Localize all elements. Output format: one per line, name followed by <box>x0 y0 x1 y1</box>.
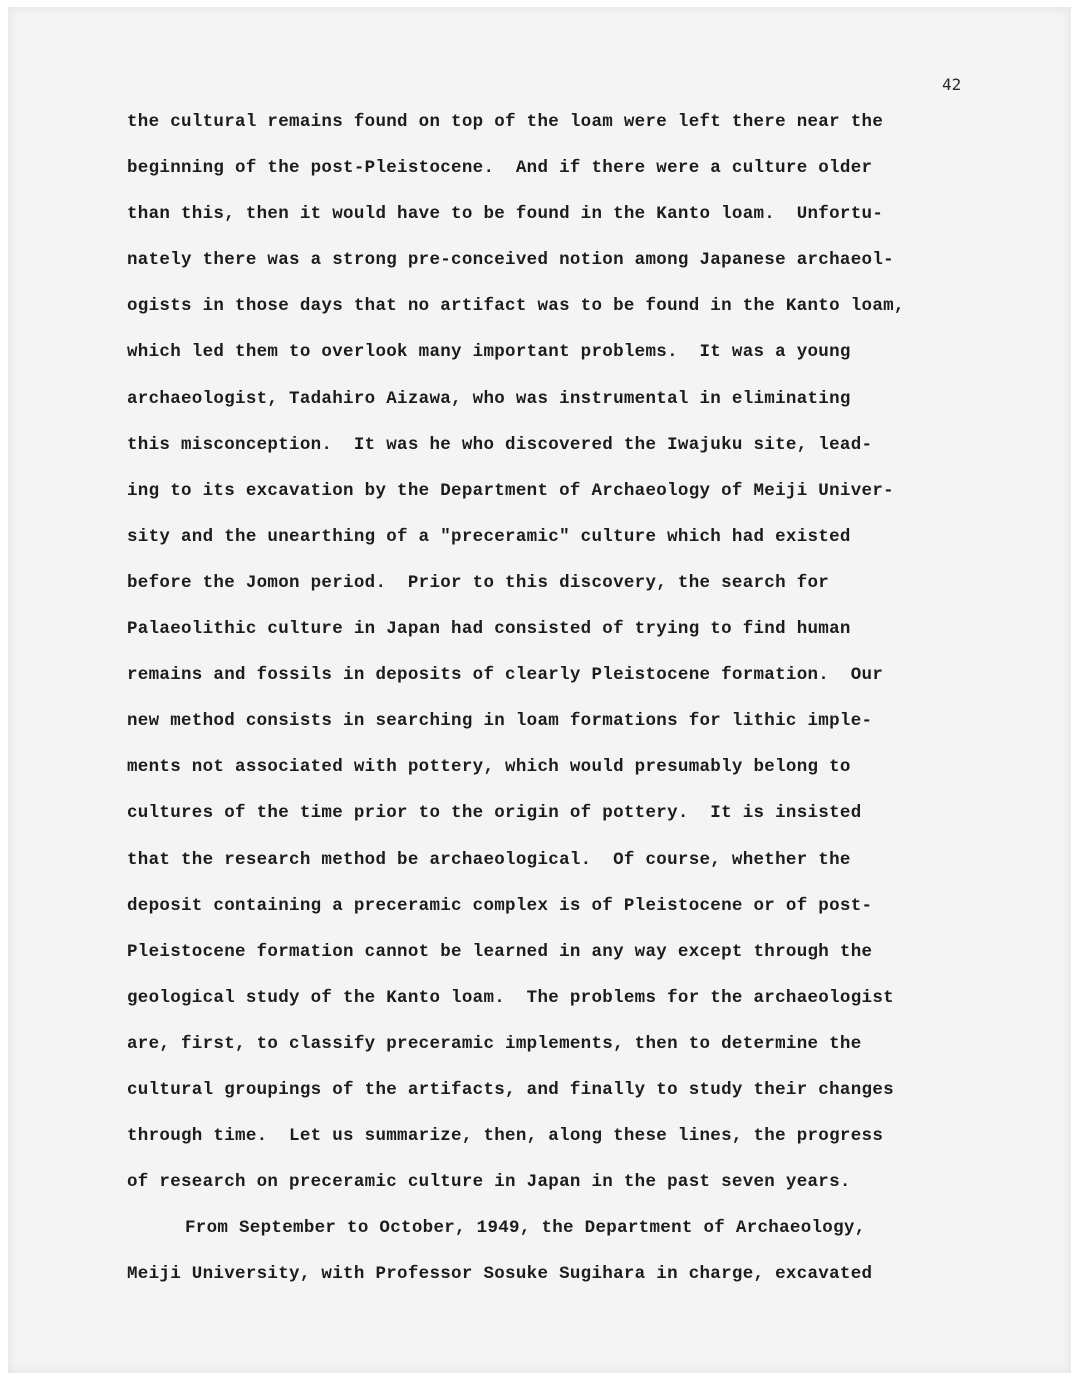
text-line: ments not associated with pottery, which would presumably belong to <box>127 757 851 778</box>
text-line: Meiji University, with Professor Sosuke Sugihara in charge, excavated <box>127 1264 873 1285</box>
text-line: cultures of the time prior to the origin of pottery. It is insisted <box>127 803 862 824</box>
text-line: Pleistocene formation cannot be learned in any way except through the <box>127 941 873 962</box>
scanned-page <box>8 7 1071 1373</box>
text-line: sity and the unearthing of a "preceramic" culture which had existed <box>127 526 851 547</box>
text-line: new method consists in searching in loam formations for lithic imple- <box>127 711 873 732</box>
text-line: the cultural remains found on top of the loam were left there near the <box>127 112 884 132</box>
text-line: this misconception. It was he who discovered the Iwajuku site, lead- <box>127 434 873 455</box>
text-line: cultural groupings of the artifacts, and finally to study their changes <box>127 1079 894 1100</box>
text-line: archaeologist, Tadahiro Aizawa, who was instrumental in eliminating <box>127 388 851 409</box>
text-line: nately there was a strong pre-conceived notion among Japanese archaeol- <box>127 250 894 271</box>
text-line: that the research method be archaeological. Of course, whether the <box>127 849 851 870</box>
text-line: are, first, to classify preceramic implements, then to determine the <box>127 1033 862 1054</box>
text-line: deposit containing a preceramic complex is of Pleistocene or of post- <box>127 895 873 916</box>
text-line: Palaeolithic culture in Japan had consisted of trying to find human <box>127 619 851 640</box>
body-text <box>127 108 967 1306</box>
text-line: ogists in those days that no artifact was to be found in the Kanto loam, <box>127 296 905 317</box>
text-line: than this, then it would have to be found in the Kanto loam. Unfortu- <box>127 204 884 225</box>
paragraph-start-line: From September to October, 1949, the Department of Archaeology, <box>185 1218 866 1239</box>
text-line: remains and fossils in deposits of clearly Pleistocene formation. Our <box>127 665 884 686</box>
text-line: through time. Let us summarize, then, along these lines, the progress <box>127 1126 884 1147</box>
text-line: ing to its excavation by the Department of Archaeology of Meiji Univer- <box>127 480 894 501</box>
text-line: of research on preceramic culture in Japan in the past seven years. <box>127 1172 851 1193</box>
text-line: before the Jomon period. Prior to this discovery, the search for <box>127 572 830 593</box>
page-number: 42 <box>942 75 962 94</box>
text-line: geological study of the Kanto loam. The problems for the archaeologist <box>127 987 894 1008</box>
text-line: beginning of the post-Pleistocene. And if there were a culture older <box>127 158 873 179</box>
text-line: which led them to overlook many important problems. It was a young <box>127 342 851 363</box>
